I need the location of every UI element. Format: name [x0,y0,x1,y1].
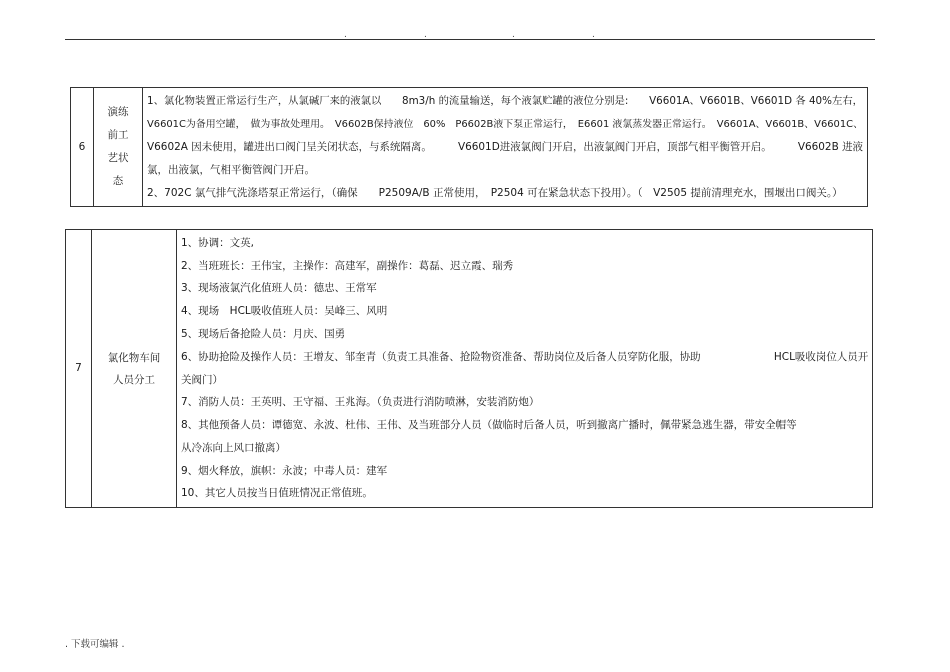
content-line: 7、消防人员：王英明、王守福、王兆海。（负责进行消防喷淋，安装消防炮） [181,396,540,409]
row-label-line: 人员分工 [113,373,155,386]
row-content [177,230,873,508]
content-line: 10、其它人员按当日值班情况正常值班。 [181,487,373,500]
content-line: 1、协调：文英, [181,236,255,249]
content-line: 从冷冻向上风口撤离） [181,441,286,454]
row-label-line: 艺状 [107,152,129,164]
header-dot: . [512,30,515,40]
header-dot: . [344,30,347,40]
content-line: 4、现场 HCL吸收值班人员：吴峰三、风明 [181,305,388,318]
content-line: 2、当班班长：王伟宝，主操作：高建军，副操作：葛磊、迟立霞、瑞秀 [181,259,514,272]
section-6-table [70,87,868,207]
row-label-line: 演练 [107,106,129,118]
content-line: V6601C为备用空罐， 做为事故处理用。 V6602B保持液位 60% P6602B液下泵正常运行， E6601 液氯蒸发器正常运行。 V6601A、V6601B、V6601C、 [147,118,863,130]
table-row [66,230,873,508]
section-7-table [65,229,873,508]
header-dot: . [592,30,595,40]
row-label [92,230,177,508]
content-line: 6、协助抢险及操作人员：王增友、邹奎青（负责工具准备、抢险物资准备、帮助岗位及后备人员穿防化服，协助 HCL吸收岗位人员开 [181,350,869,363]
row-number: 6 [71,88,94,207]
row-content [143,88,868,207]
header-dot: . [424,30,427,40]
row-label-line: 态 [112,175,124,187]
row-label-line: 氯化物车间 [107,351,161,364]
content-line: 氯，出液氯，气相平衡管阀门开启。 [147,163,315,176]
header-rule [65,39,875,40]
content-line: 9、烟火释放，旗帜：永波；中毒人员：建军 [181,464,388,477]
content-line: 8、其他预备人员：谭德宽、永波、杜伟、王伟、及当班部分人员（做临时后备人员，听到撤离广播时，佩带紧急逃生器，带安全帽等 [181,419,797,432]
content-line: 关阀门） [181,373,223,386]
row-number: 7 [66,230,92,508]
table-row [71,88,868,207]
content-line: 2、702C 氯气排气洗涤塔泵正常运行，（确保 P2509A/B 正常使用， P2504 可在紧急状态下投用）。（ V2505 提前清理充水，围堰出口阀关。） [147,186,843,199]
content-line: 3、现场液氯汽化值班人员：德忠、王常军 [181,282,377,295]
content-line: 5、现场后备抢险人员：月庆、国勇 [181,327,346,340]
content-line: V6602A 因未使用，罐进出口阀门呈关闭状态，与系统隔离。 V6601D进液氯阀门开启，出液氯阀门开启，顶部气相平衡管开启。 V6602B 进液 [147,140,863,153]
content-line: 1、氯化物装置正常运行生产，从氯碱厂来的液氯以 8m3/h 的流量输送，每个液氯贮罐的液位分别是: V6601A、V6601B、V6601D 各 40%左右， [147,94,863,107]
row-label [94,88,143,207]
row-label-line: 前工 [107,129,129,141]
footer-text: . 下载可编辑 . [65,639,125,650]
